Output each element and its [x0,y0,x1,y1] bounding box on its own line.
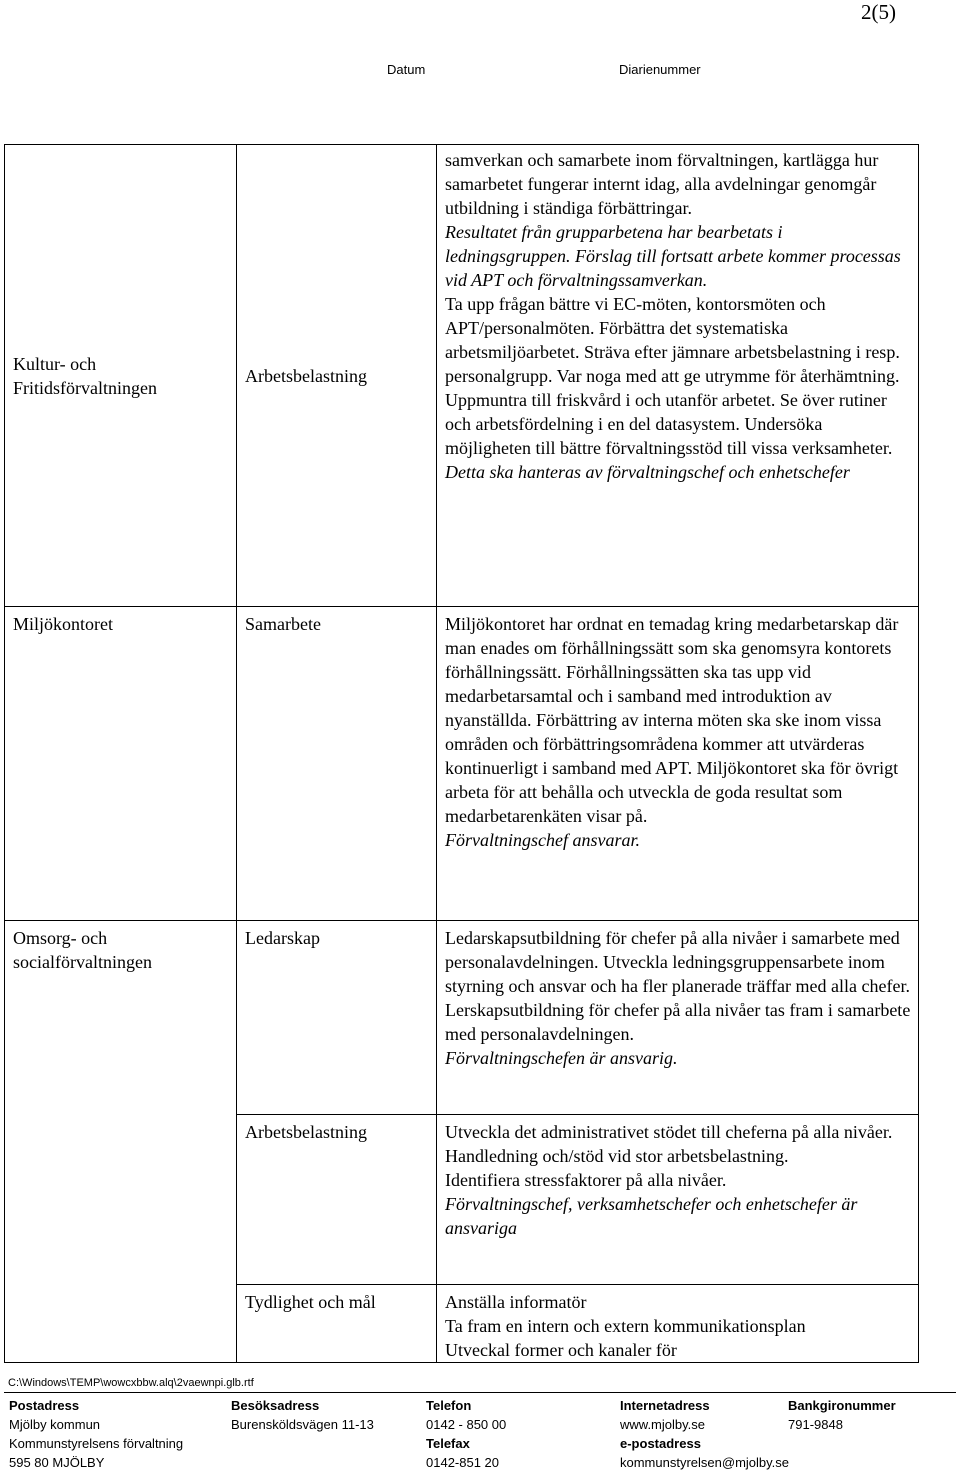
measures-responsible: Förvaltningschef ansvarar. [445,830,640,850]
unit-cell [5,1285,237,1363]
footer-value: 0142 - 850 00 [426,1417,507,1432]
footer-label: Bankgironummer [788,1398,896,1413]
header-datum-label: Datum [387,62,426,77]
header-diarienummer-label: Diarienummer [619,62,701,77]
footer-label: e-postadress [620,1436,701,1451]
footer-internet [620,1396,789,1472]
table-row [5,1115,919,1285]
footer-besoksadress [231,1396,374,1434]
topic-name: Tydlighet och mål [245,1292,376,1312]
footer-value: kommunstyrelsen@mjolby.se [620,1455,790,1470]
measures-text: Ledarskapsutbildning för chefer på alla nivåer i samarbete med personalavdelningen. Utveckla ledningsgruppensarbete inom styrning och ansvar och ha fler planerade träffar med alla chefer. Lerskapsutbildning för chefer på alla nivåer tas fram i samarbete med personalavdelningen. [445,928,911,1044]
unit-name: Omsorg- och socialförvaltningen [13,928,152,972]
measures-line: Utveckla det administrativet stödet till cheferna på alla nivåer. [445,1122,893,1142]
footer-label: Besöksadress [231,1398,320,1413]
topic-name: Samarbete [245,614,321,634]
measures-text-pre: samverkan och samarbete inom förvaltningen, kartlägga hur samarbetet fungerar internt idag, alla avdelningar genomgår utbildning i ständiga förbättringar. [445,150,879,218]
footer-telefon [426,1396,506,1472]
measures-text: Ta upp frågan bättre vi EC-möten, kontorsmöten och APT/personalmöten. Förbättra det systematiska arbetsmiljöarbetet. Sträva efter jämnare arbetsbelastning i resp. personalgrupp. Var noga med att ge utrymme för återhämtning. Uppmuntra till friskvård i och utanför arbetet. Se över rutiner och arbetsfördelning i en del datasystem. Undersöka möjligheten till bättre förvaltningsstöd till vissa verksamheter. [445,294,900,458]
topic-cell [237,145,437,607]
measures-line: Anställa informatör [445,1292,587,1312]
topic-cell [237,921,437,1115]
topic-cell [237,1285,437,1363]
unit-cell [5,921,237,1115]
table-row [5,921,919,1115]
page-number: 2(5) [861,0,896,24]
footer-value: 595 80 MJÖLBY [9,1455,105,1470]
footer-value: 0142-851 20 [426,1455,500,1470]
footer-value: Mjölby kommun [9,1417,101,1432]
topic-cell [237,1115,437,1285]
measures-line: Handledning och/stöd vid stor arbetsbelastning. [445,1146,789,1166]
unit-name: Miljökontoret [13,614,113,634]
measures-line: Ta fram en intern och extern kommunikationsplan [445,1316,806,1336]
topic-name: Arbetsbelastning [245,1122,367,1142]
footer-label: Internetadress [620,1398,710,1413]
measures-responsible: Förvaltningschefen är ansvarig. [445,1048,678,1068]
action-plan-table [4,144,919,1363]
table-row [5,1285,919,1363]
topic-name: Arbetsbelastning [245,365,367,386]
footer-value: www.mjolby.se [620,1417,706,1432]
measures-responsible: Detta ska hanteras av förvaltningschef och enhetschefer [445,462,850,482]
footer-value: 791-9848 [788,1417,843,1432]
footer-value: Burensköldsvägen 11-13 [231,1417,374,1432]
measures-cell [437,1285,919,1363]
footer-label: Postadress [9,1398,80,1413]
measures-responsible-pre: Resultatet från grupparbetena har bearbetats i ledningsgruppen. Förslag till fortsatt arbete kommer processas vid APT och förvaltningssamverkan. [445,222,901,290]
measures-responsible: Förvaltningschef, verksamhetschefer och enhetschefer är ansvariga [445,1194,858,1238]
table-row [5,607,919,921]
unit-cell [5,1115,237,1285]
footer-bankgiro [788,1396,896,1434]
footer-label: Telefax [426,1436,470,1451]
table-row [5,145,919,607]
measures-cell [437,921,919,1115]
footer-postadress [9,1396,183,1472]
unit-cell [5,607,237,921]
footer-label: Telefon [426,1398,472,1413]
footer-divider [4,1392,956,1393]
topic-name: Ledarskap [245,928,320,948]
measures-cell [437,1115,919,1285]
measures-text: Miljökontoret har ordnat en temadag kring medarbetarskap där man enades om förhållningssätt som ska genomsyra kontorets förhållningssätt. Förhållningssätten ska tas upp vid medarbetarsamtal och i samband med introduktion av nyanställda. Förbättring av interna möten ska ske inom vissa områden och förbättringsområdena kommer att utvärderas kontinuerligt i samband med APT. Miljökontoret ska för övrigt arbeta för att behålla och utveckla de goda resultat som medarbetarenkäten visar på. [445,614,899,826]
measures-line: Identifiera stressfaktorer på alla nivåer. [445,1170,727,1190]
measures-cell [437,145,919,607]
footer-value: Kommunstyrelsens förvaltning [9,1436,184,1451]
topic-cell [237,607,437,921]
measures-line: Utveckal former och kanaler för [445,1340,677,1360]
unit-cell [5,145,237,607]
file-path: C:\Windows\TEMP\wowcxbbw.alq\2vaewnpi.glb.rtf [8,1377,254,1389]
measures-cell [437,607,919,921]
unit-name: Kultur- och Fritidsförvaltningen [13,353,157,398]
